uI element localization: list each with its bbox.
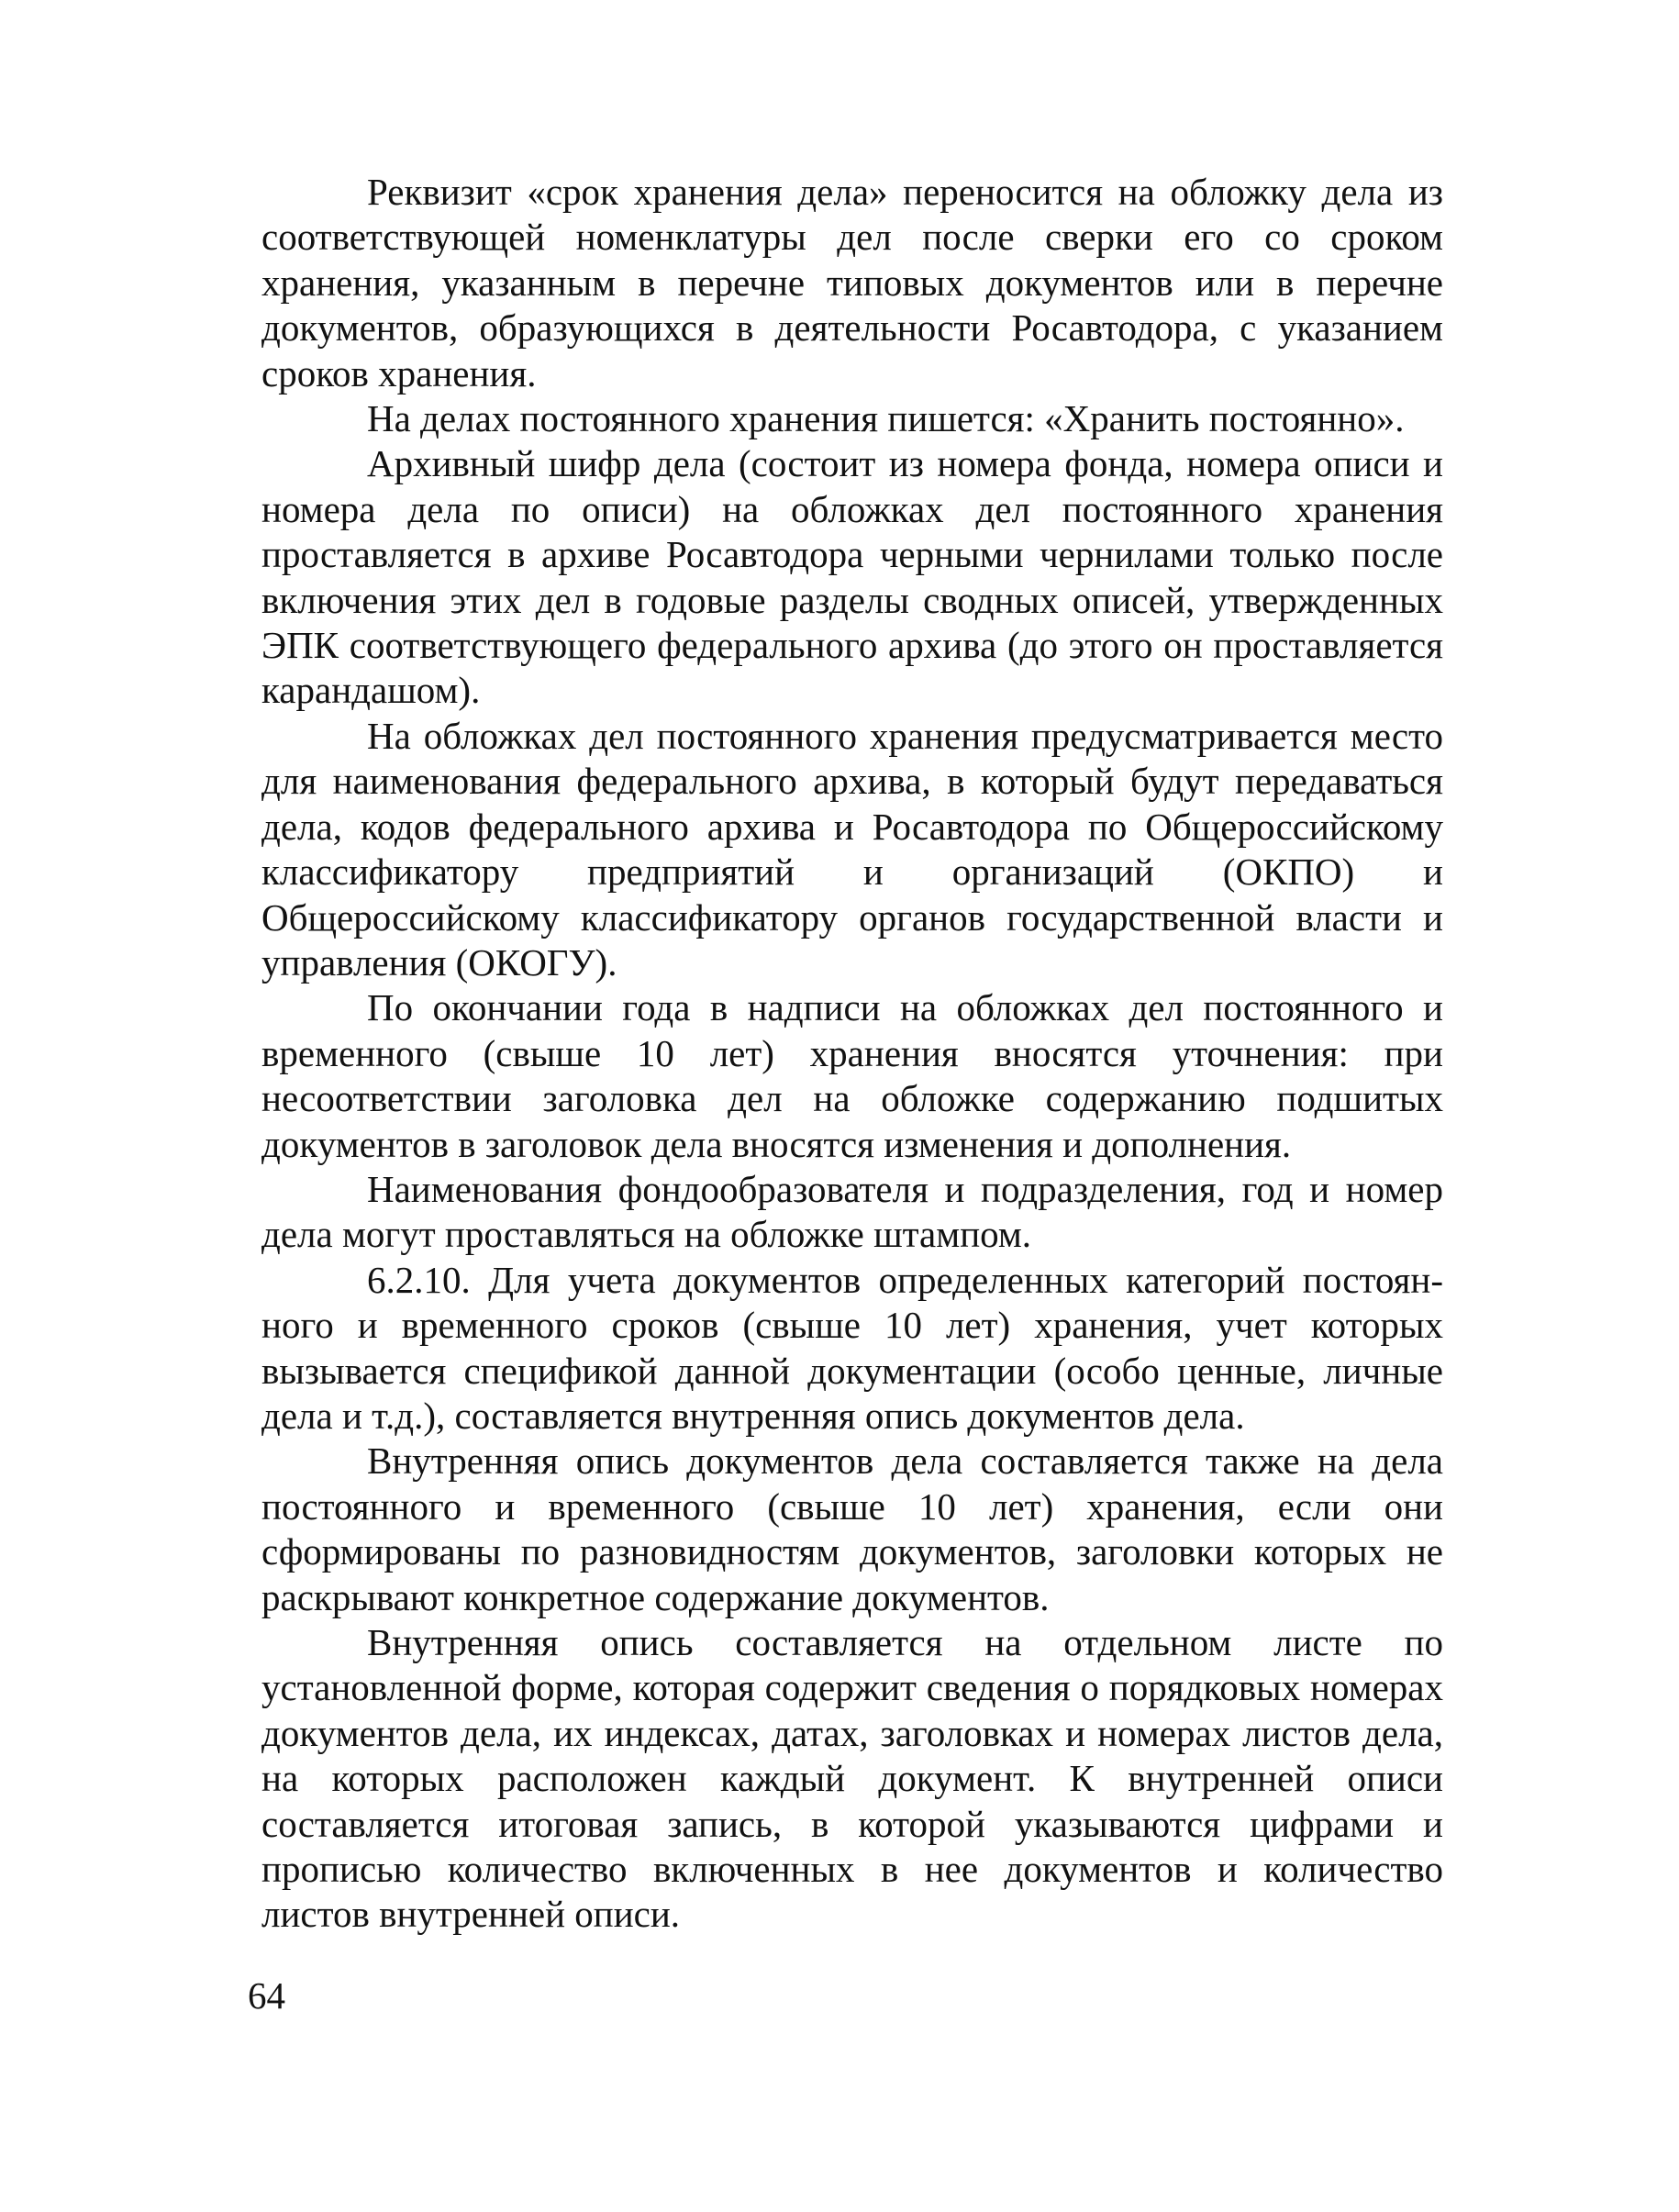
paragraph: Реквизит «срок хранения дела» переносится на обложку дела из соответствующей номенклатуры дел после сверки его со сроком хранения, указанным в перечне типовых документов или в перечне документов, образующихся в деятельности Росавтодора, с указанием сроков хранения. [261, 171, 1443, 395]
paragraph: Внутренняя опись составляется на отдельном листе по установленной форме, которая содержит сведения о порядковых номерах документов дела, их индексах, датах, заголовках и номерах листов дела, на которых расположен каждый документ. К внутренней описи составляется итоговая запись, в которой указываются цифрами и прописью количество включенных в нее документов и количество листов внутренней описи. [261, 1621, 1443, 1936]
paragraph: 6.2.10. Для учета документов определенных категорий постоянного и временного сроков (свыше 10 лет) хранения, учет которых вызывается спецификой данной документации (особо ценные, личные дела и т.д.), составляется внутренняя опись документов дела. [261, 1258, 1443, 1437]
paragraph: По окончании года в надписи на обложках дел постоянного и временного (свыше 10 лет) хранения вносятся уточнения: при несоответствии заголовка дел на обложке содержанию подшитых документов в заголовок дела вносятся изменения и дополнения. [261, 986, 1443, 1165]
document-body [261, 170, 1443, 1938]
paragraph: Наименования фондообразователя и подразделения, год и номер дела могут проставляться на обложке штампом. [261, 1167, 1443, 1256]
paragraph: На обложках дел постоянного хранения предусматривается место для наименования федерального архива, в который будут передаваться дела, кодов федерального архива и Росавтодора по Общероссийскому классификатору предприятий и организаций (ОКПО) и Общероссийскому классификатору органов государственной власти и управления (ОКОГУ). [261, 714, 1443, 984]
paragraph: Внутренняя опись документов дела составляется также на дела постоянного и временного (свыше 10 лет) хранения, если они сформированы по разновидностям документов, заголовки которых не раскрывают конкретное содержание документов. [261, 1439, 1443, 1618]
paragraph: Архивный шифр дела (состоит из номера фонда, номера описи и номера дела по описи) на обложках дел постоянного хранения проставляется в архиве Росавтодора черными чернилами только после включения этих дел в годовые разделы сводных описей, утвержденных ЭПК соответствующего федерального архива (до этого он проставляется карандашом). [261, 442, 1443, 712]
paragraph: На делах постоянного хранения пишется: «Хранить постоянно». [367, 397, 1405, 440]
page-number: 64 [248, 1974, 285, 2017]
